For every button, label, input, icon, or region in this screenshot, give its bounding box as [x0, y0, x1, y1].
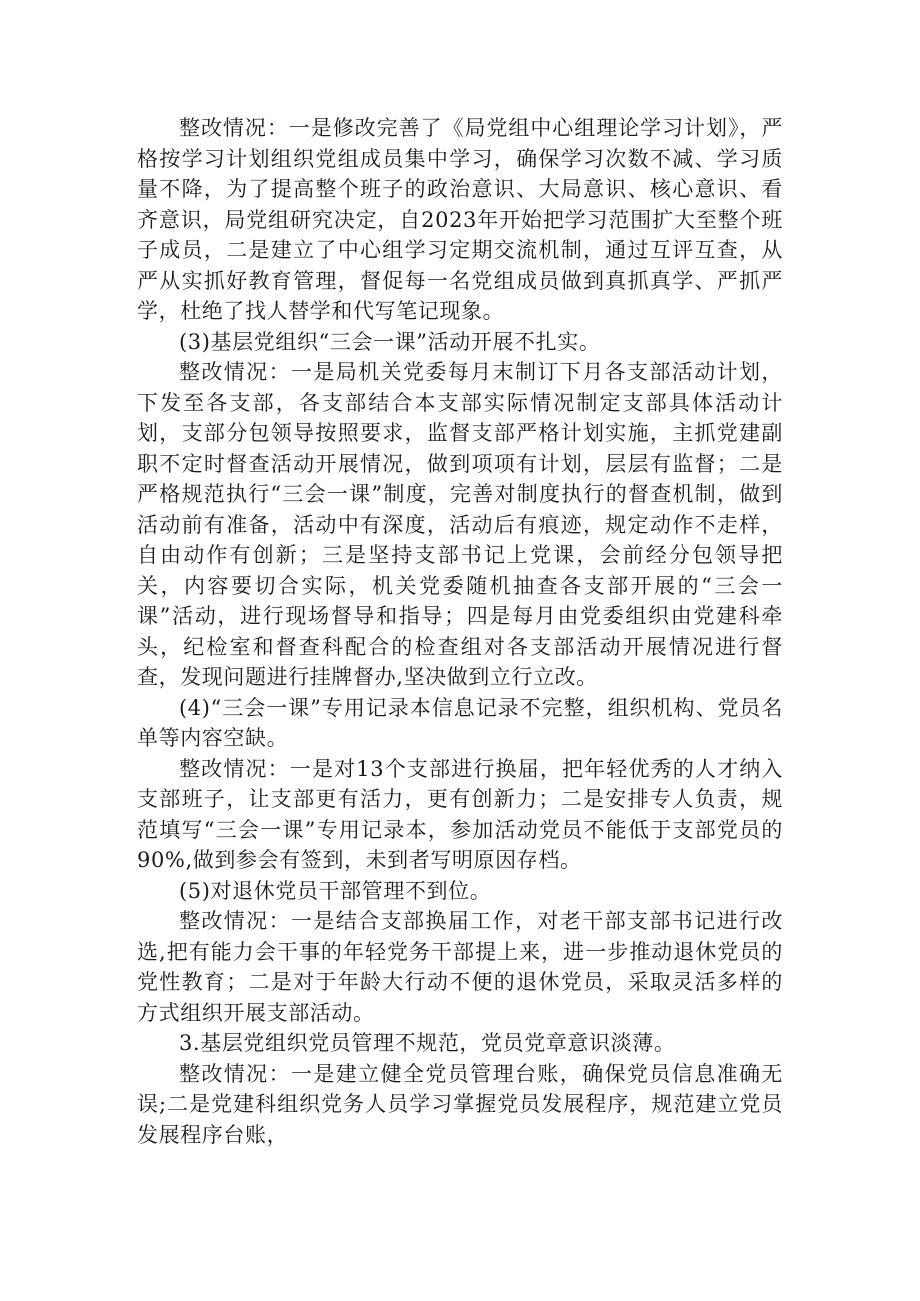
paragraph-rectification-member-ledger: 整改情况：一是建立健全党员管理台账，确保党员信息准确无误;二是党建科组织党务人员学习掌握党员发展程序，规范建立党员发展程序台账， — [137, 1061, 783, 1147]
heading-member-management: 3.基层党组织党员管理不规范，党员党章意识淡薄。 — [179, 1031, 676, 1055]
heading-retired-members: (5)对退休党员干部管理不到位。 — [179, 878, 492, 903]
paragraph-rectification-branch-activities: 整改情况：一是局机关党委每月末制订下月各支部活动计划，下发至各支部，各支部结合本支部实际情况制定支部具体活动计划，支部分包领导按照要求，监督支部严格计划实施，主抓党建副职不定时督查活动开展情况，做到项项有计划，层层有监督；二是严格规范执行“三会一课”制度，完善对制度执行的督查机制，做到活动前有准备，活动中有深度，活动后有痕迹，规定动作不走样，自由动作有创新；三是坚持支部书记上党课，会前经分包领导把关，内容要切合实际，机关党委随机抽查各支部开展的“三会一课”活动，进行现场督导和指导；四是每月由党委组织由党建科牵头，纪检室和督查科配合的检查组对各支部活动开展情况进行督查，发现问题进行挂牌督办,坚决做到立行立改。 — [137, 360, 783, 689]
paragraph-rectification-branch-election: 整改情况：一是对13个支部进行换届，把年轻优秀的人才纳入支部班子，让支部更有活力，更有创新力；二是安排专人负责，规范填写“三会一课”专用记录本，参加活动党员不能低于支部党员的90%,做到参会有签到，未到者写明原因存档。 — [137, 756, 783, 872]
paragraph-rectification-study-plan: 整改情况：一是修改完善了《局党组中心组理论学习计划》，严格按学习计划组织党组成员集中学习，确保学习次数不减、学习质量不降，为了提高整个班子的政治意识、大局意识、核心意识、看齐意识，局党组研究决定，自2023年开始把学习范围扩大至整个班子成员，二是建立了中心组学习定期交流机制，通过互评互查，从严从实抓好教育管理，督促每一名党组成员做到真抓真学、严抓严学，杜绝了找人替学和代写笔记现象。 — [137, 116, 783, 323]
document-body — [137, 113, 783, 1150]
heading-record-book-incomplete: (4)“三会一课”专用记录本信息记录不完整，组织机构、党员名单等内容空缺。 — [137, 695, 783, 750]
heading-three-meetings-one-lesson: (3)基层党组织“三会一课”活动开展不扎实。 — [179, 329, 601, 354]
paragraph-rectification-retired-members: 整改情况：一是结合支部换届工作，对老干部支部书记进行改选,把有能力会干事的年轻党务干部提上来，进一步推动退休党员的党性教育；二是对于年龄大行动不便的退休党员，采取灵活多样的方式组织开展支部活动。 — [137, 909, 783, 1025]
